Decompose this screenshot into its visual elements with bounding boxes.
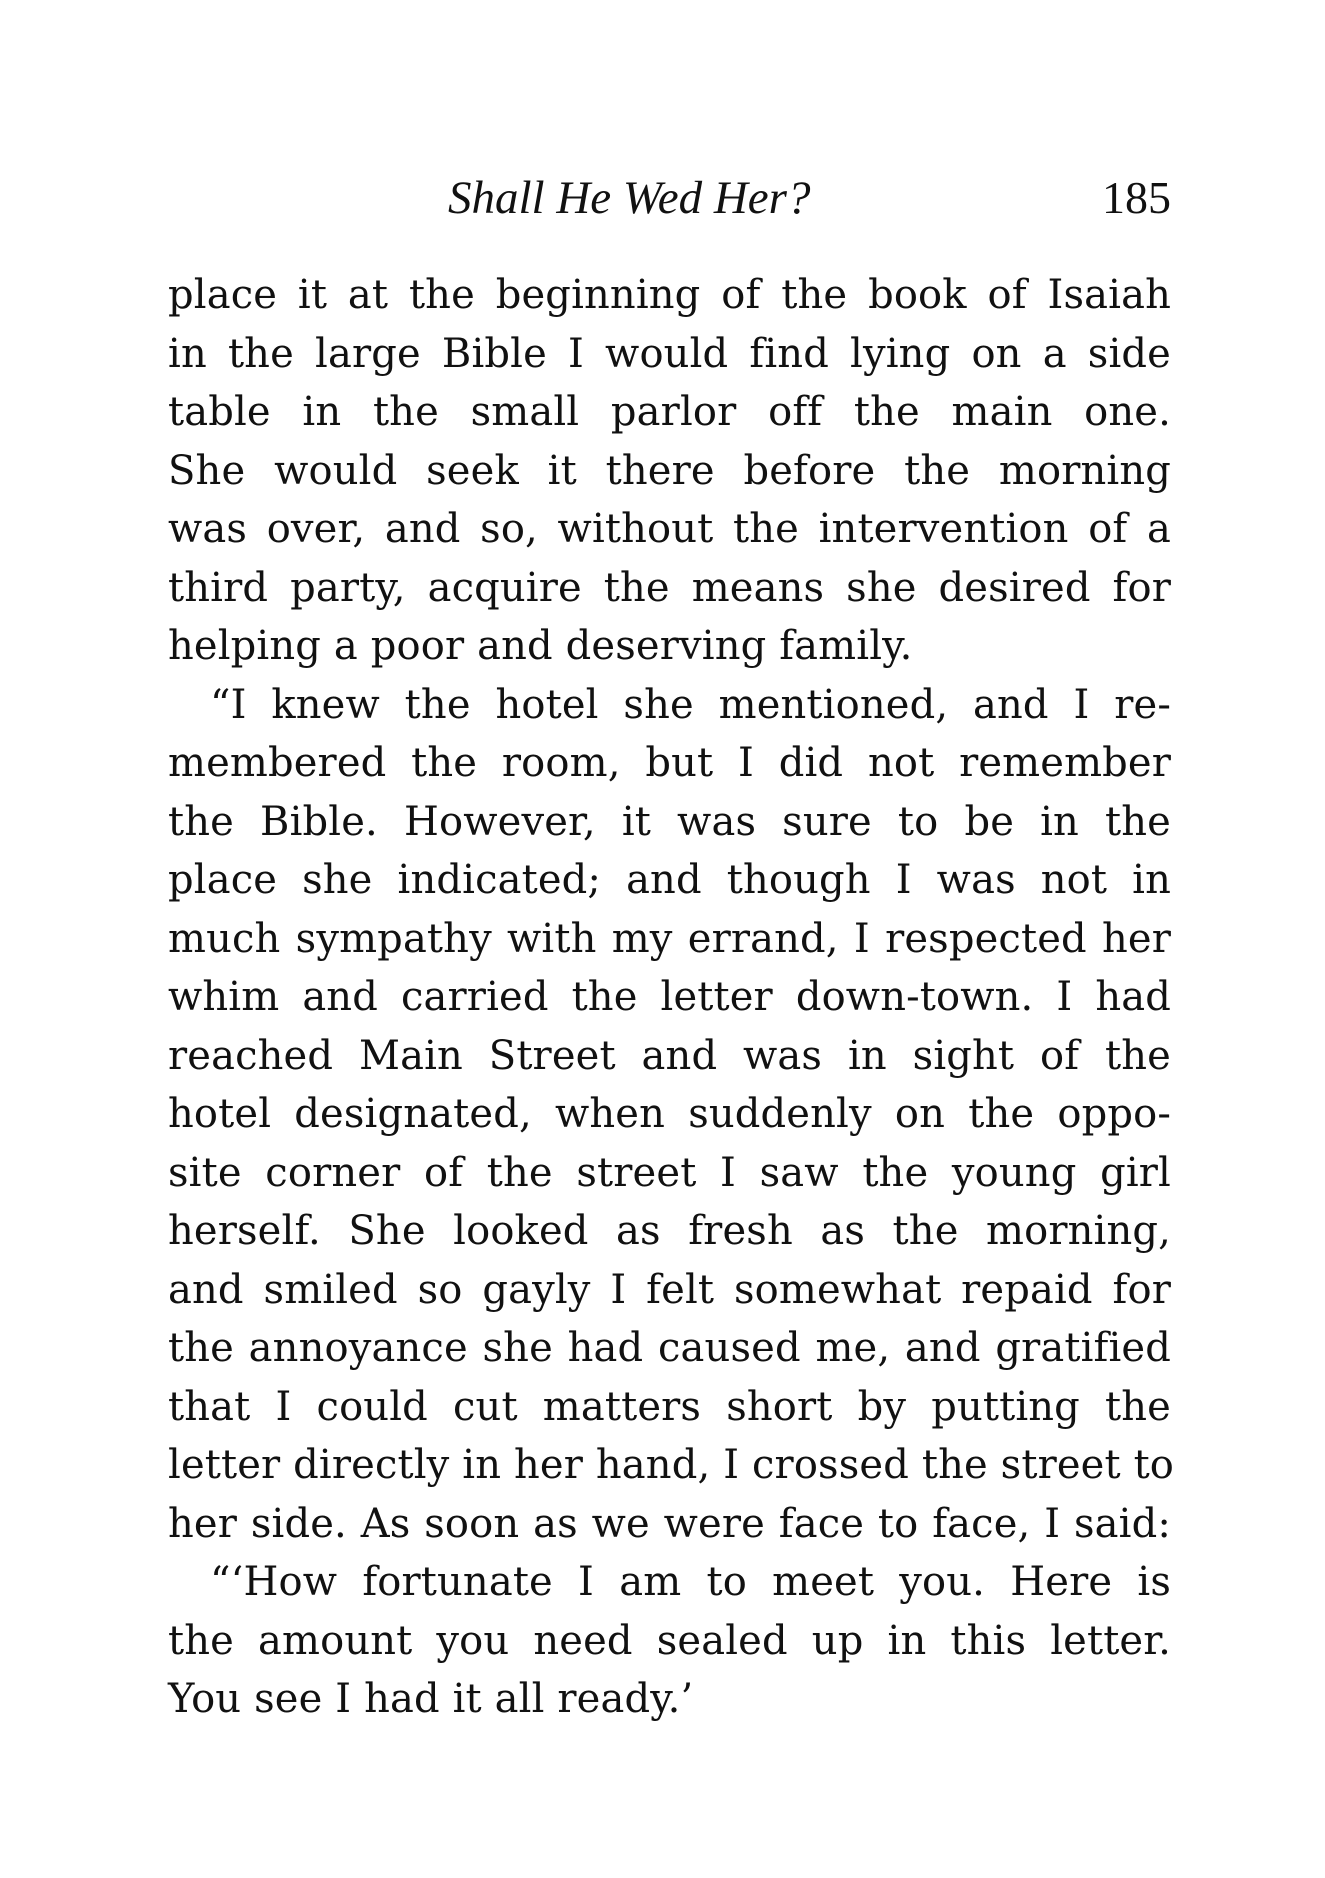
text-line: You see I had it all ready.’ bbox=[168, 1676, 694, 1722]
text-line: She would seek it there before the morning bbox=[168, 447, 1171, 494]
text-line: was over, and so, without the intervention of a bbox=[168, 506, 1171, 552]
text-line: much sympathy with my errand, I respected her bbox=[168, 915, 1171, 962]
body-text bbox=[168, 266, 1175, 1729]
text-line: whim and carried the letter down-town. I had bbox=[168, 974, 1171, 1020]
text-line: and smiled so gayly I felt somewhat repaid for bbox=[168, 1266, 1171, 1313]
text-line: place it at the beginning of the book of Isaiah bbox=[168, 272, 1171, 318]
text-line: that I could cut matters short by putting the bbox=[168, 1383, 1171, 1430]
running-head bbox=[168, 168, 1171, 228]
text-line: the annoyance she had caused me, and gratified bbox=[168, 1325, 1171, 1371]
text-line: place she indicated; and though I was not in bbox=[168, 857, 1171, 903]
text-line: in the large Bible I would find lying on a side bbox=[168, 330, 1171, 377]
text-line: site corner of the street I saw the young girl bbox=[168, 1149, 1171, 1196]
text-line: her side. As soon as we were face to face, I said: bbox=[168, 1500, 1171, 1547]
text-line: letter directly in her hand, I crossed the street to bbox=[168, 1442, 1175, 1488]
text-line: helping a poor and deserving family. bbox=[168, 623, 913, 669]
page-number: 185 bbox=[1102, 172, 1171, 223]
text-line: herself. She looked as fresh as the morning, bbox=[168, 1208, 1171, 1254]
text-line: the Bible. However, it was sure to be in the bbox=[168, 798, 1171, 845]
text-line: “I knew the hotel she mentioned, and I re- bbox=[210, 681, 1171, 728]
running-title: Shall He Wed Her? bbox=[448, 172, 811, 224]
text-line: “‘How fortunate I am to meet you. Here is bbox=[210, 1559, 1171, 1605]
text-line: reached Main Street and was in sight of the bbox=[168, 1032, 1171, 1079]
text-line: hotel designated, when suddenly on the oppo- bbox=[168, 1091, 1171, 1137]
text-line: third party, acquire the means she desired for bbox=[168, 564, 1171, 611]
text-line: table in the small parlor off the main one. bbox=[168, 389, 1171, 435]
text-line: the amount you need sealed up in this letter. bbox=[168, 1617, 1171, 1664]
text-line: membered the room, but I did not remember bbox=[168, 740, 1171, 786]
